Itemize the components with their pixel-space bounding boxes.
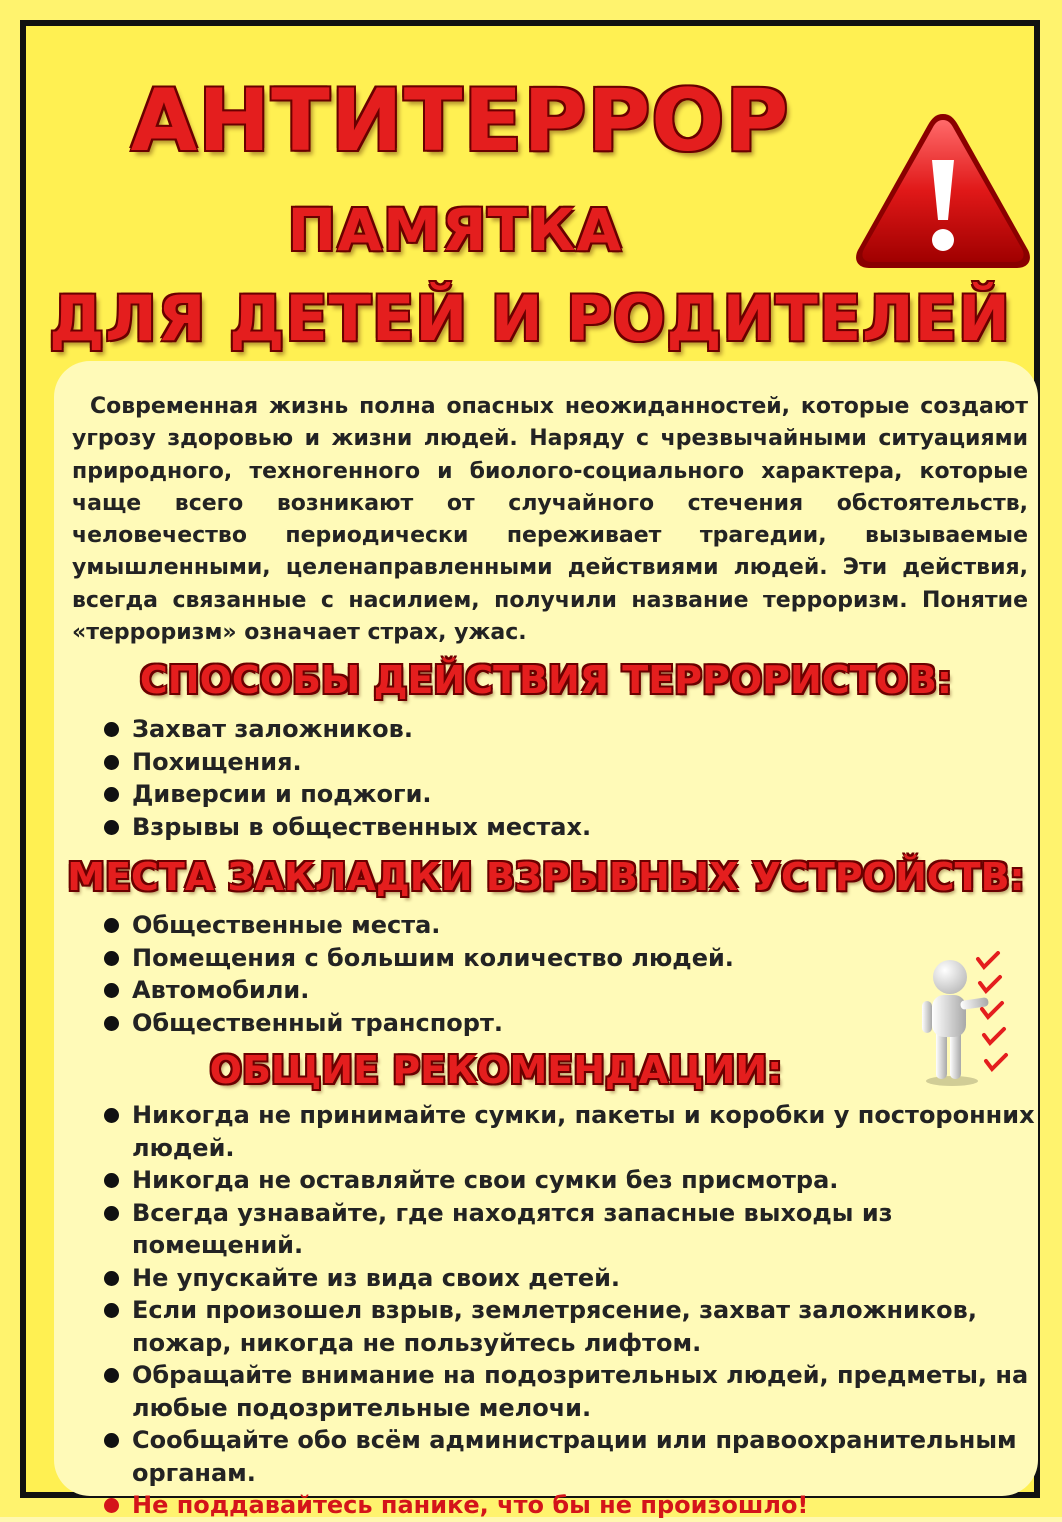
bullet-dot-icon: [104, 1303, 119, 1318]
bullet-dot-icon: [104, 820, 119, 835]
content-panel: [54, 361, 1038, 1519]
list-item-text: Взрывы в общественных местах.: [132, 812, 592, 841]
page-title: АНТИТЕРРОР: [130, 71, 790, 171]
intro-paragraph: Современная жизнь полна опасных неожиданностей, которые создают угрозу здоровью и жизни людей. Наряду с чрезвычайными ситуациями природного, техногенного и биолого-социального характера, которые чаще всего возникают от случайного стечения обстоятельств, человечество периодически переживает трагедии, вызываемые умышленными, целенаправленными действиями людей. Эти действия, всегда связанные с насилием, получили название терроризм. Понятие «терроризм» означает страх, ужас.: [72, 394, 1028, 646]
places-list: [102, 909, 1002, 1039]
list-item: [102, 942, 1002, 975]
list-item: [102, 1099, 1047, 1164]
list-item-text: Захват заложников.: [132, 715, 413, 743]
bullet-dot-icon: [104, 787, 119, 802]
bullet-dot-icon: [104, 722, 119, 737]
list-item: [102, 1197, 1047, 1262]
list-item-text: Всегда узнавайте, где находятся запасные выходы из помещений.: [132, 1198, 893, 1259]
list-item: [102, 778, 1002, 811]
list-item-text: Не упускайте из вида своих детей.: [132, 1263, 621, 1292]
page-subtitle-memo: ПАМЯТКА: [287, 196, 623, 264]
list-item: [102, 974, 1002, 1007]
methods-list: [102, 713, 1002, 843]
recommendations-list: [102, 1099, 1047, 1522]
section-title-places: МЕСТА ЗАКЛАДКИ ВЗРЫВНЫХ УСТРОЙСТВ:: [67, 855, 1025, 899]
list-item: [102, 1359, 1047, 1424]
list-item: [102, 1262, 1047, 1295]
list-item: [102, 1294, 1047, 1359]
warning-triangle-icon: [852, 108, 1034, 274]
bullet-dot-icon: [104, 1016, 119, 1031]
list-item-text: Не поддавайтесь панике, что бы не произошло!: [132, 1491, 809, 1519]
poster-frame: [20, 20, 1040, 1519]
bullet-dot-icon: [104, 1271, 119, 1286]
bullet-dot-icon: [104, 1433, 119, 1448]
bullet-dot-icon: [104, 951, 119, 966]
list-item: [102, 713, 1002, 746]
bullet-dot-icon: [104, 918, 119, 933]
list-item: [102, 811, 1002, 844]
list-item-text: Сообщайте обо всём администрации или правоохранительным органам.: [132, 1426, 1017, 1487]
list-item-text: Обращайте внимание на подозрительных людей, предметы, на любые подозрительные мелочи.: [132, 1361, 1029, 1422]
page-subtitle-audience: ДЛЯ ДЕТЕЙ И РОДИТЕЛЕЙ: [49, 282, 1011, 355]
list-item-text: Общественные места.: [132, 911, 441, 939]
bullet-dot-icon: [104, 1108, 119, 1123]
bullet-dot-icon: [104, 755, 119, 770]
list-item-text: Никогда не принимайте сумки, пакеты и коробки у посторонних людей.: [132, 1101, 1035, 1162]
list-item: [102, 909, 1002, 942]
list-item-text: Если произошел взрыв, землетрясение, захват заложников, пожар, никогда не пользуйтесь лифтом.: [132, 1296, 977, 1357]
bullet-dot-icon: [104, 1368, 119, 1383]
bullet-dot-icon: [104, 1206, 119, 1221]
list-item: [102, 746, 1002, 779]
list-item-text: Помещения с большим количество людей.: [132, 943, 734, 972]
list-item-text: Общественный транспорт.: [132, 1008, 503, 1037]
list-item-text: Диверсии и поджоги.: [132, 780, 432, 808]
list-item-text: Похищения.: [132, 747, 302, 776]
bullet-dot-icon: [104, 983, 119, 998]
list-item-text: Автомобили.: [132, 976, 310, 1004]
list-item-text: Никогда не оставляйте свои сумки без присмотра.: [132, 1166, 839, 1194]
bullet-dot-icon: [104, 1498, 119, 1513]
list-item: [102, 1424, 1047, 1489]
section-title-methods: СПОСОБЫ ДЕЙСТВИЯ ТЕРРОРИСТОВ:: [139, 658, 953, 702]
list-item: [102, 1007, 1002, 1040]
bullet-dot-icon: [104, 1173, 119, 1188]
section-title-recommendations: ОБЩИЕ РЕКОМЕНДАЦИИ:: [209, 1048, 783, 1092]
list-item: [102, 1164, 1047, 1197]
